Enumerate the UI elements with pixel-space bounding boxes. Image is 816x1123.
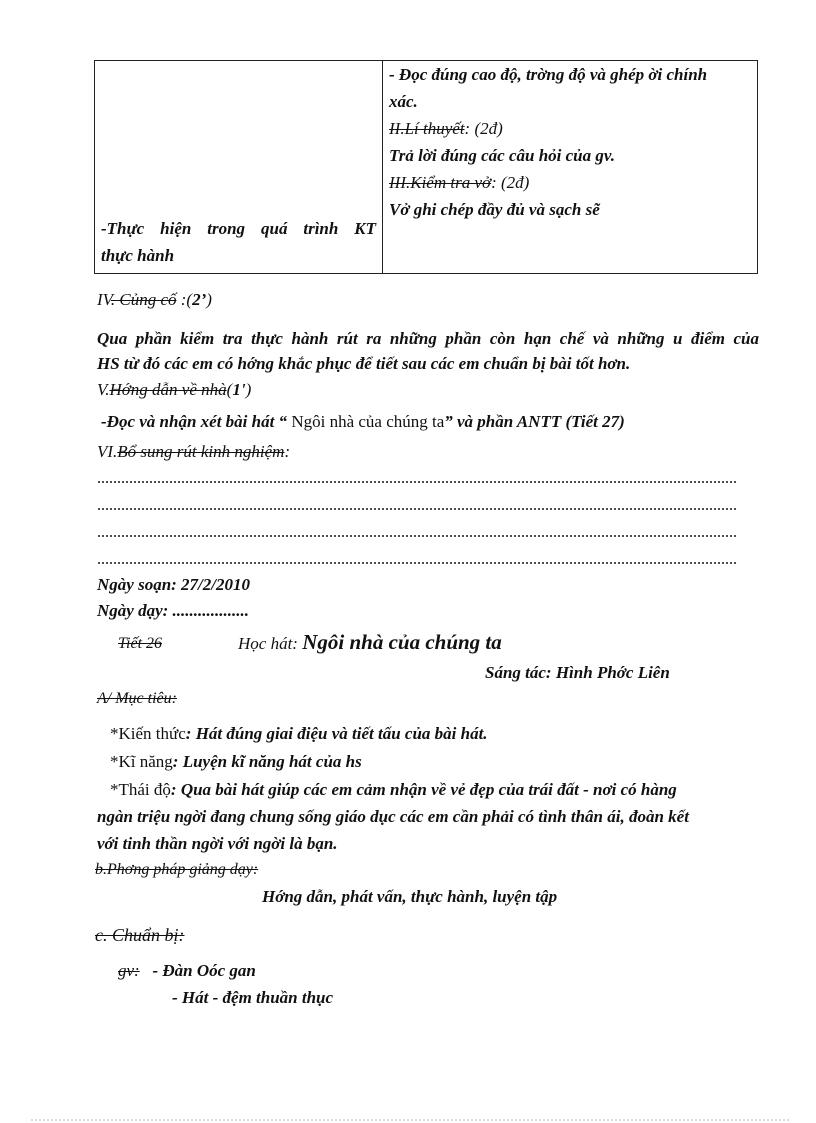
section-v-title: Hớng dẫn về nhà xyxy=(109,380,227,399)
section-iv-time: 2’ xyxy=(192,290,207,309)
notebook-heading: III.Kiểm tra vở xyxy=(389,173,492,192)
section-v-heading xyxy=(97,380,251,400)
period-label: Tiết 26 xyxy=(118,635,163,652)
assessment-table xyxy=(94,60,758,274)
song-title: Ngôi nhà của chúng ta xyxy=(302,630,502,654)
composer: Sáng tác: Hình Phớc Liên xyxy=(485,663,670,682)
dotted-line-4 xyxy=(97,561,737,567)
section-iv-body-line-2: HS từ đó các em có hớng khắc phục để tiết sau các em chuẩn bị bài tốt hơn. xyxy=(97,354,631,373)
preparation-heading: c. Chuẩn bị: xyxy=(95,925,185,945)
theory-points: : (2đ) xyxy=(464,119,503,138)
section-v-close: ) xyxy=(245,380,252,399)
section-v-text xyxy=(101,412,625,432)
section-v-song: Ngôi nhà của chúng ta xyxy=(287,412,445,431)
left-cell-line-1: -Thực hiện trong quá trình KT xyxy=(101,219,376,238)
methods-heading: b.Phơng pháp giảng dạy: xyxy=(95,861,259,878)
gv-label: gv: xyxy=(118,961,140,980)
section-v-time: 1' xyxy=(232,380,246,399)
objectives-heading: A/ Mục tiêu: xyxy=(97,690,177,707)
table-left-cell xyxy=(95,61,383,274)
prep-item-2: - Hát - đệm thuần thục xyxy=(172,988,334,1007)
attitude-line-3: với tinh thần ngời với ngời là bạn. xyxy=(97,834,338,853)
section-iv-close: ) xyxy=(206,290,212,309)
section-iv-title: . Củng cố xyxy=(110,290,177,309)
notebook-row xyxy=(389,169,751,196)
prep-gv-line xyxy=(118,961,256,981)
section-iv-suffix: :( xyxy=(176,290,193,309)
theory-row xyxy=(389,115,751,142)
left-cell-line-2: thực hành xyxy=(101,246,175,265)
section-v-text-b: ” và phần ANTT (Tiết 27) xyxy=(444,412,625,431)
notebook-text: Vở ghi chép đầy đủ và sạch sẽ xyxy=(389,200,600,219)
attitude-line-1 xyxy=(110,780,677,800)
attitude-text-1: : Qua bài hát giúp các em cảm nhận về vẻ đẹp của trái đất - nơi có hàng xyxy=(170,780,677,799)
theory-heading: II.Lí thuyết xyxy=(389,119,465,138)
theory-text: Trả lời đúng các câu hỏi của gv. xyxy=(389,146,616,165)
methods-text: Hớng dẫn, phát vấn, thực hành, luyện tập xyxy=(262,887,558,906)
section-vi-suffix: : xyxy=(284,442,291,461)
dotted-line-3 xyxy=(97,534,737,540)
dotted-line-2 xyxy=(97,507,737,513)
dotted-line-1 xyxy=(97,480,737,486)
knowledge-text: : Hát đúng giai điệu và tiết tấu của bài hát. xyxy=(185,724,488,743)
knowledge-line xyxy=(110,724,488,744)
notebook-points: : (2đ) xyxy=(491,173,530,192)
section-vi-prefix: VI. xyxy=(97,442,118,461)
attitude-line-2: ngàn triệu ngời đang chung sống giáo dục các em cần phải có tình thân ái, đoàn kết xyxy=(97,807,689,826)
prep-item-1: - Đàn Oóc gan xyxy=(152,961,256,980)
learn-label: Học hát: xyxy=(238,634,303,653)
prep-date: Ngày soạn: 27/2/2010 xyxy=(97,575,250,594)
page-bottom-dotted-border xyxy=(30,1119,790,1121)
section-v-prefix: V. xyxy=(97,380,110,399)
song-title-row xyxy=(238,630,502,655)
knowledge-label: *Kiến thức xyxy=(110,724,186,743)
section-iv-prefix: IV xyxy=(97,290,111,309)
attitude-label: *Thái độ xyxy=(110,780,171,799)
section-vi-title: Bổ sung rút kinh nghiệm xyxy=(117,442,285,461)
section-v-open: ( xyxy=(226,380,233,399)
section-v-text-a: -Đọc và nhận xét bài hát “ xyxy=(101,412,288,431)
section-iv-heading xyxy=(97,290,212,310)
skill-label: *Kĩ năng xyxy=(110,752,173,771)
reading-criteria-line-1: - Đọc đúng cao độ, trờng độ và ghép ời chính xyxy=(389,65,708,84)
reading-criteria-line-2: xác. xyxy=(389,92,418,111)
teach-date: Ngày dạy: .................. xyxy=(97,601,250,620)
section-iv-body-line-1: Qua phần kiểm tra thực hành rút ra những phần còn hạn chế và những u điểm của xyxy=(97,329,759,348)
table-right-cell xyxy=(383,61,758,274)
section-vi-heading xyxy=(97,442,290,462)
skill-line xyxy=(110,752,362,772)
skill-text: : Luyện kĩ năng hát của hs xyxy=(172,752,362,771)
